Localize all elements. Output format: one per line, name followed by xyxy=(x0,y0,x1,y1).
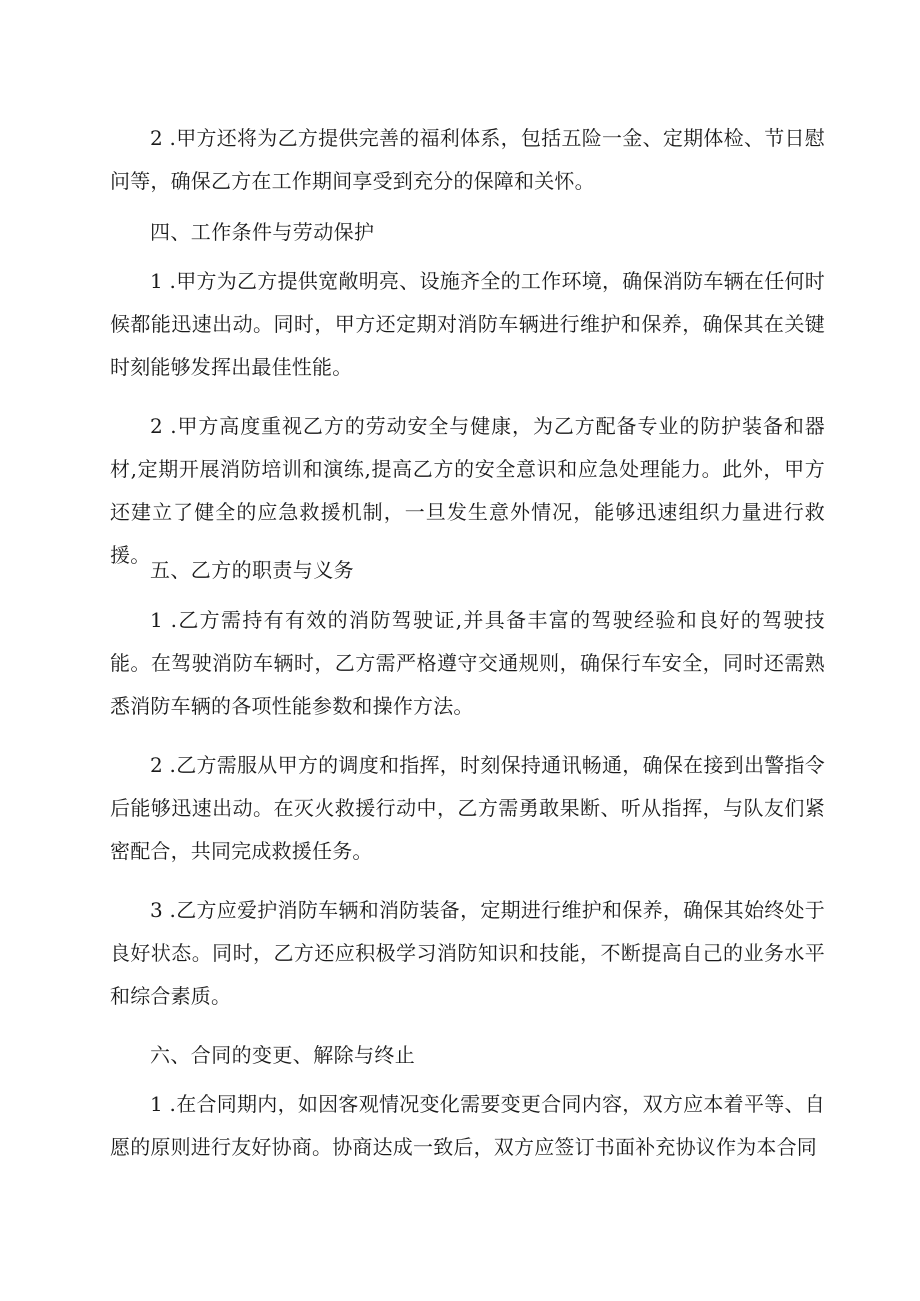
paragraph-driving-license: 1 .乙方需持有有效的消防驾驶证,并具备丰富的驾驶经验和良好的驾驶技能。在驾驶消防车辆时，乙方需严格遵守交通规则，确保行车安全，同时还需熟悉消防车辆的各项性能参数和操作方法。 xyxy=(110,608,825,718)
section-heading-contract-changes: 六、合同的变更、解除与终止 xyxy=(150,1043,416,1067)
section-heading-work-conditions: 四、工作条件与劳动保护 xyxy=(150,220,375,244)
paragraph-welfare: 2 .甲方还将为乙方提供完善的福利体系，包括五险一金、定期体检、节日慰问等，确保乙方在工作期间享受到充分的保障和关怀。 xyxy=(110,126,825,193)
paragraph-contract-amendment: 1 .在合同期内，如因客观情况变化需要变更合同内容，双方应本着平等、自愿的原则进行友好协商。协商达成一致后，双方应签订书面补充协议作为本合同 xyxy=(110,1092,825,1159)
paragraph-dispatch: 2 .乙方需服从甲方的调度和指挥，时刻保持通讯畅通，确保在接到出警指令后能够迅速出动。在灭火救援行动中，乙方需勇敢果断、听从指挥，与队友们紧密配合，共同完成救援任务。 xyxy=(110,753,825,863)
paragraph-equipment-care: 3 .乙方应爱护消防车辆和消防装备，定期进行维护和保养，确保其始终处于良好状态。同时，乙方还应积极学习消防知识和技能，不断提高自己的业务水平和综合素质。 xyxy=(110,898,825,1008)
paragraph-work-environment: 1 .甲方为乙方提供宽敞明亮、设施齐全的工作环境，确保消防车辆在任何时候都能迅速出动。同时，甲方还定期对消防车辆进行维护和保养，确保其在关键时刻能够发挥出最佳性能。 xyxy=(110,269,825,379)
section-heading-duties: 五、乙方的职责与义务 xyxy=(150,558,354,582)
paragraph-labor-safety: 2 .甲方高度重视乙方的劳动安全与健康，为乙方配备专业的防护装备和器材,定期开展消防培训和演练,提高乙方的安全意识和应急处理能力。此外，甲方还建立了健全的应急救援机制，一旦发生意外情况，能够迅速组织力量进行救援。 xyxy=(110,414,825,567)
